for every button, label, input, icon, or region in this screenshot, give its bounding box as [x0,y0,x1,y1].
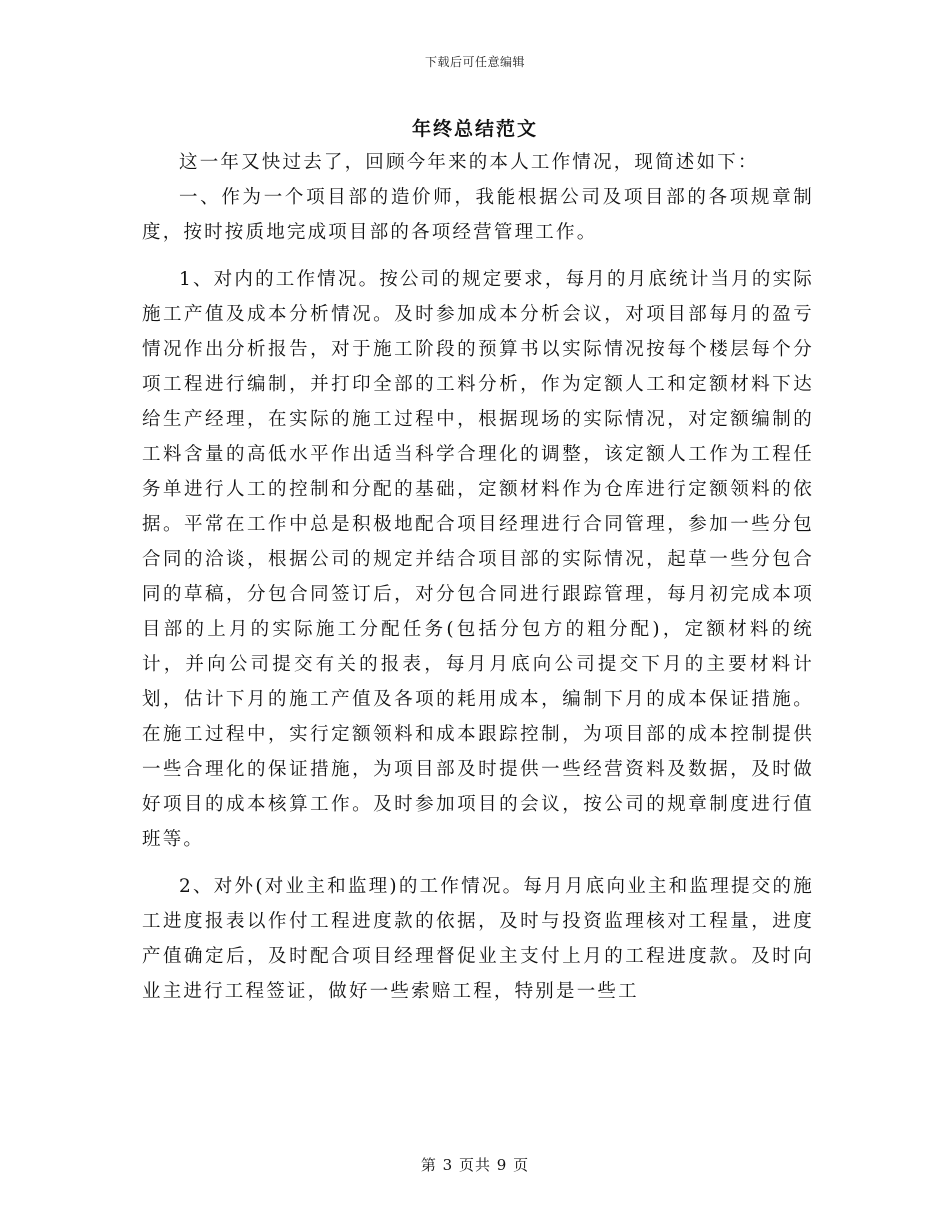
document-body [142,145,814,1009]
paragraph-external-work: 2、对外(对业主和监理)的工作情况。每月月底向业主和监理提交的施工进度报表以作付工程进度款的依据，及时与投资监理核对工程量，进度产值确定后，及时配合项目经理督促业主支付上月的工程进度款。及时向业主进行工程签证，做好一些索赔工程，特别是一些工 [142,876,814,1002]
paragraph-spacer [142,857,814,869]
page-number: 第 3 页共 9 页 [420,1156,530,1174]
paragraph-spacer [142,250,814,262]
document-title: 年终总结范文 [411,118,538,140]
paragraph-intro: 这一年又快过去了，回顾今年来的本人工作情况，现简述如下： [179,152,759,173]
page-header-note: 下载后可任意编辑 [424,55,525,69]
paragraph-section-one: 一、作为一个项目部的造价师，我能根据公司及项目部的各项规章制度，按时按质地完成项目部的各项经营管理工作。 [142,187,814,243]
paragraph-internal-work: 1、对内的工作情况。按公司的规定要求，每月的月底统计当月的实际施工产值及成本分析情况。及时参加成本分析会议，对项目部每月的盈亏情况作出分析报告，对于施工阶段的预算书以实际情况按每个楼层每个分项工程进行编制，并打印全部的工料分析，作为定额人工和定额材料下达给生产经理，在实际的施工过程中，根据现场的实际情况，对定额编制的工料含量的高低水平作出适当科学合理化的调整，该定额人工作为工程任务单进行人工的控制和分配的基础，定额材料作为仓库进行定额领料的依据。平常在工作中总是积极地配合项目经理进行合同管理，参加一些分包合同的洽谈，根据公司的规定并结合项目部的实际情况，起草一些分包合同的草稿，分包合同签订后，对分包合同进行跟踪管理，每月初完成本项目部的上月的实际施工分配任务(包括分包方的粗分配)，定额材料的统计，并向公司提交有关的报表，每月月底向公司提交下月的主要材料计划，估计下月的施工产值及各项的耗用成本，编制下月的成本保证措施。在施工过程中，实行定额领料和成本跟踪控制，为项目部的成本控制提供一些合理化的保证措施，为项目部及时提供一些经营资料及数据，及时做好项目的成本核算工作。及时参加项目的会议，按公司的规章制度进行值班等。 [142,269,814,850]
